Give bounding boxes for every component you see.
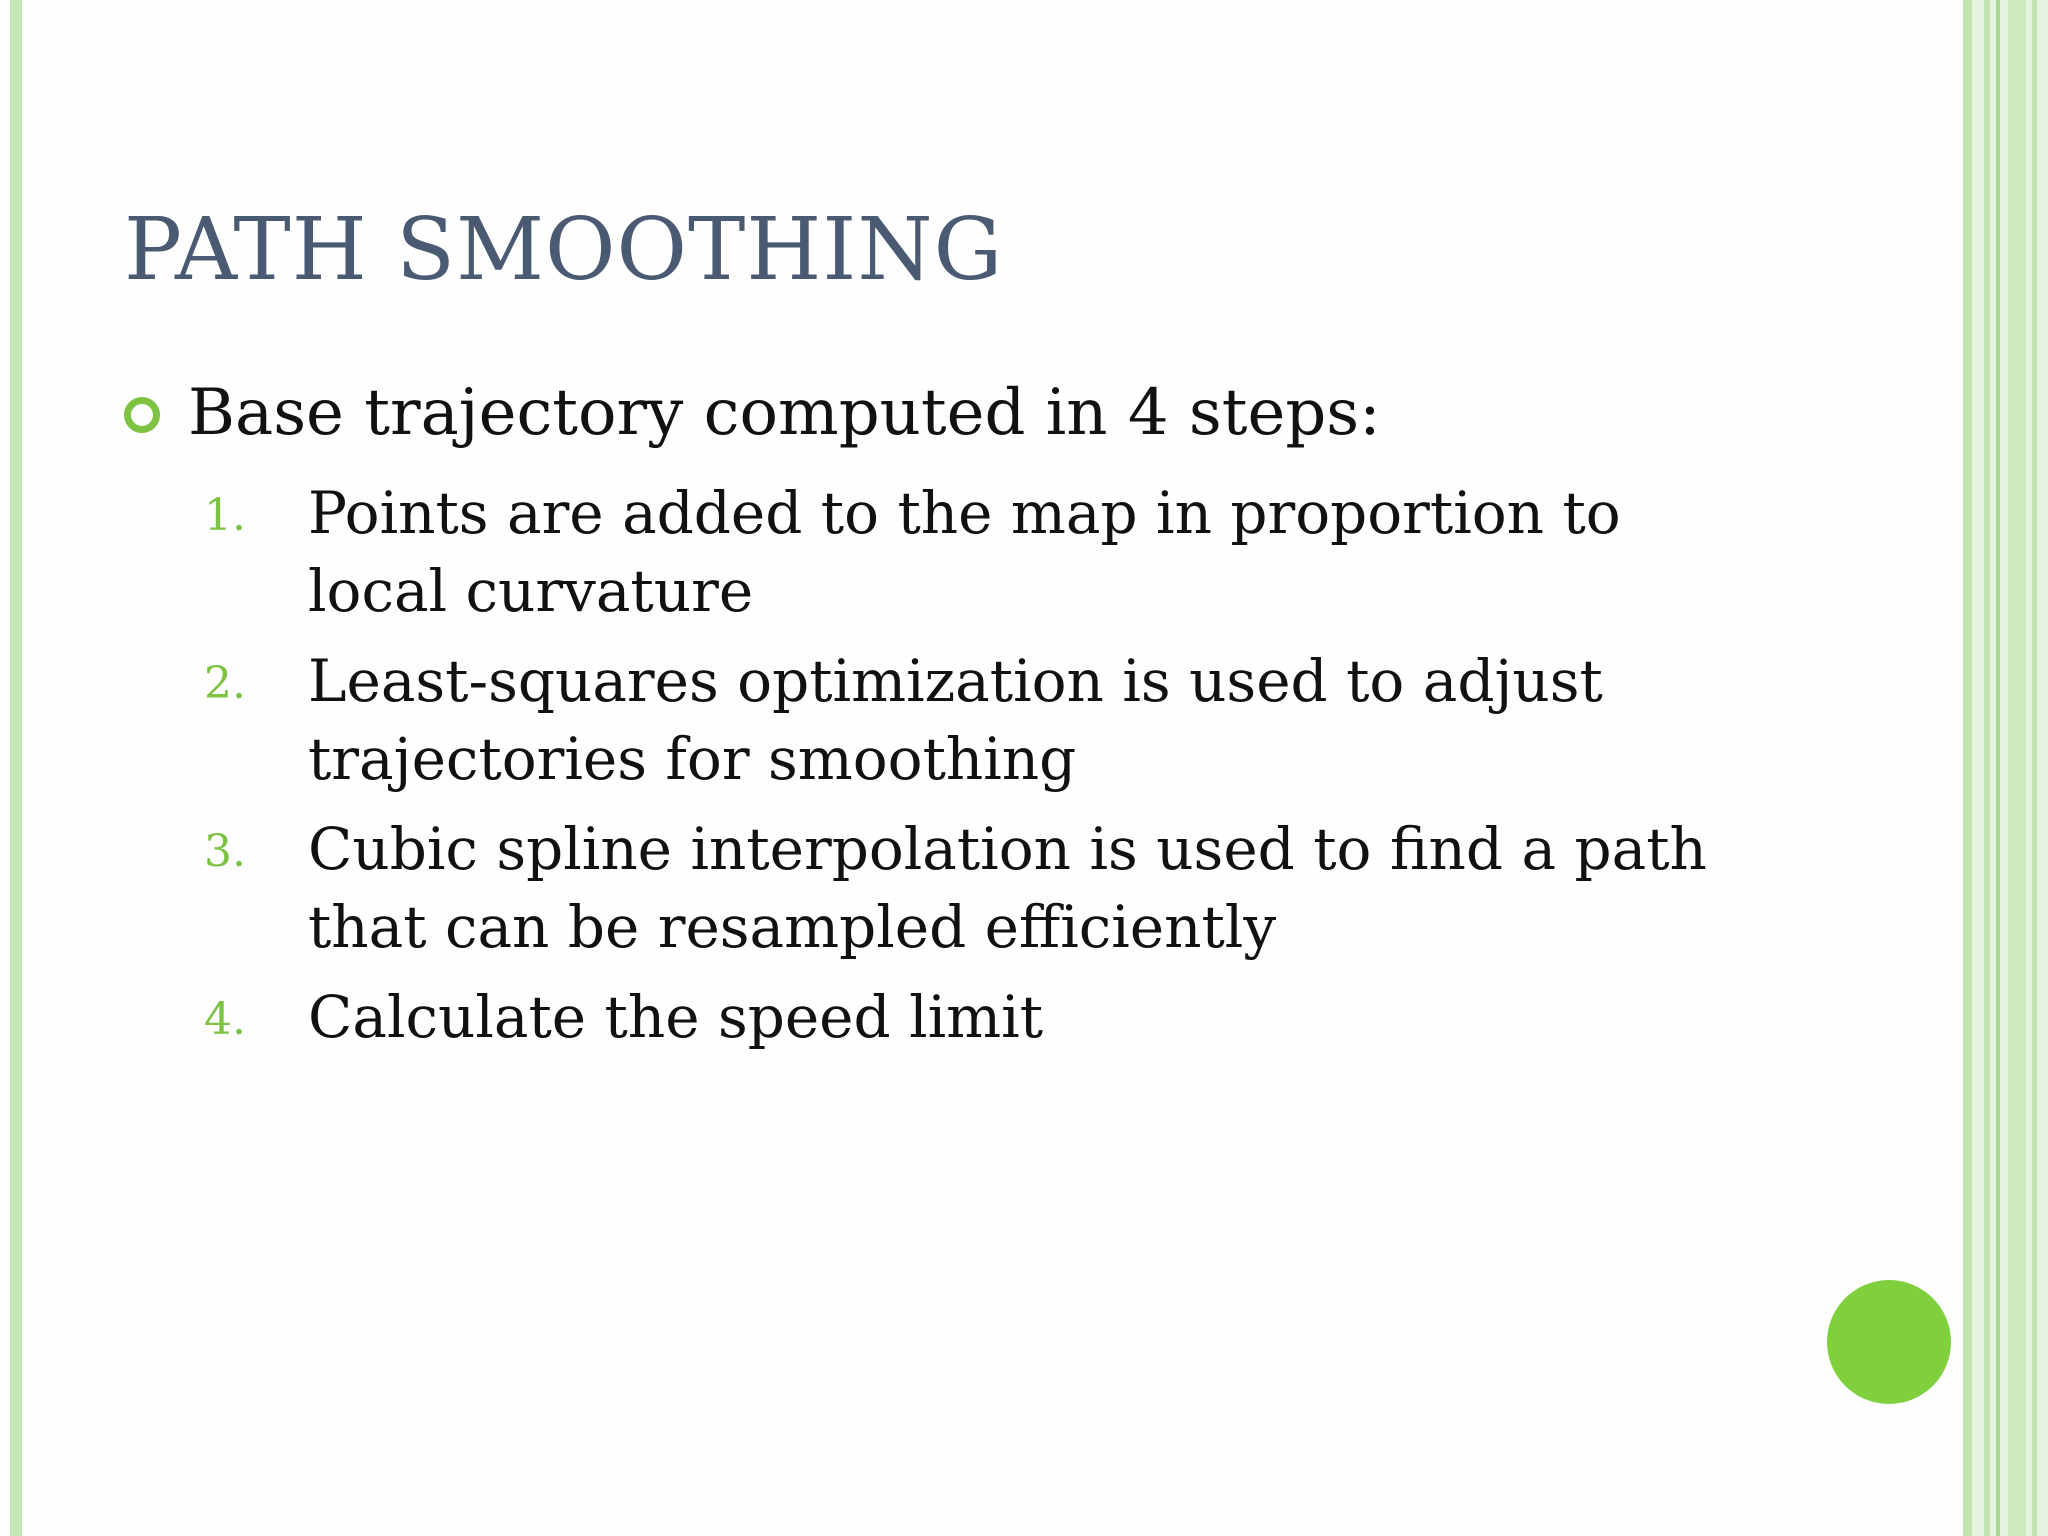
right-stripe xyxy=(1996,0,2000,1536)
ring-bullet-icon xyxy=(124,397,160,433)
right-stripe xyxy=(2008,0,2026,1536)
step-number: 4. xyxy=(204,994,246,1045)
step-number: 2. xyxy=(204,658,246,709)
decorative-circle-icon xyxy=(1827,1280,1951,1404)
bullet-item xyxy=(124,376,1381,450)
list-item xyxy=(204,474,1744,630)
left-border-stripe xyxy=(10,0,22,1536)
step-text: Least-squares optimization is used to adjust trajectories for smoothing xyxy=(308,647,1603,793)
step-number: 3. xyxy=(204,826,246,877)
list-item xyxy=(204,810,1744,966)
steps-list xyxy=(204,474,1744,1068)
slide-title: PATH SMOOTHING xyxy=(124,200,1004,300)
step-text: Cubic spline interpolation is used to find a path that can be resampled efficiently xyxy=(308,815,1707,961)
list-item xyxy=(204,642,1744,798)
step-number: 1. xyxy=(204,490,246,541)
step-text: Calculate the speed limit xyxy=(308,983,1044,1051)
list-item xyxy=(204,978,1744,1056)
step-text: Points are added to the map in proportion to local curvature xyxy=(308,479,1621,625)
right-stripe xyxy=(1963,0,1972,1536)
bullet-text: Base trajectory computed in 4 steps: xyxy=(188,376,1381,450)
right-stripe xyxy=(2032,0,2037,1536)
right-stripe xyxy=(1984,0,1990,1536)
